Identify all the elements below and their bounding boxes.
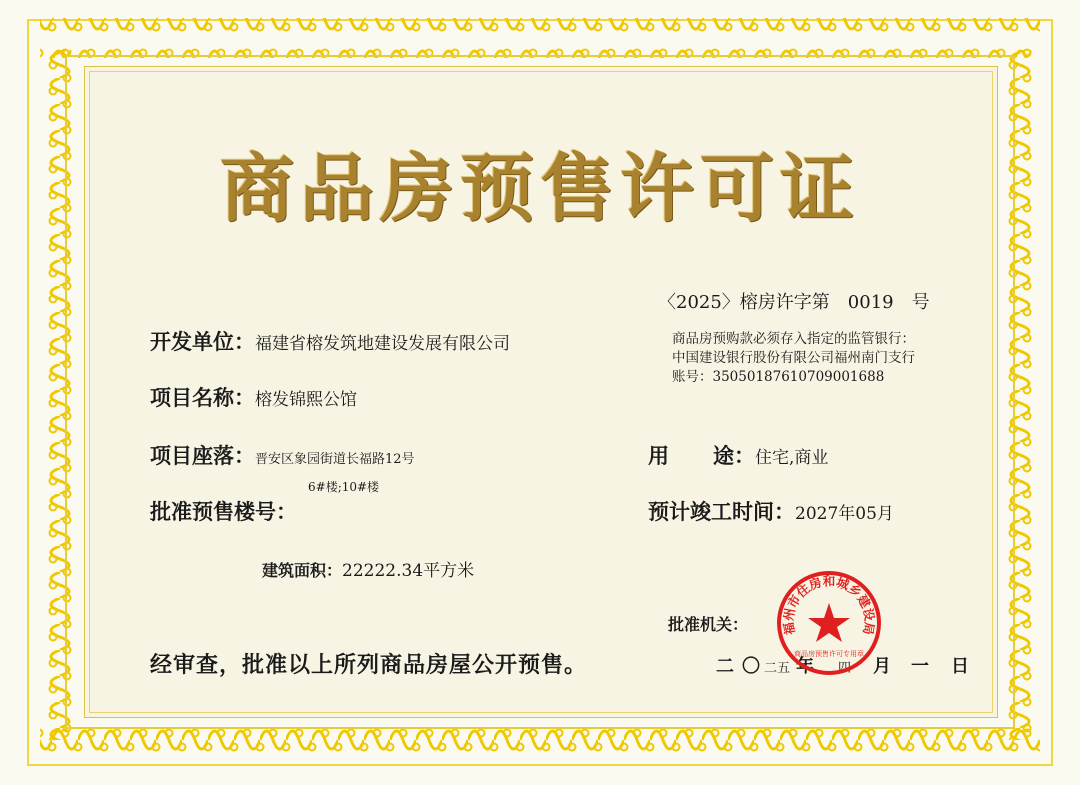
- bank-account: 账号：35050187610709001688: [672, 369, 885, 385]
- completion-label: 预计竣工时间：: [648, 500, 795, 524]
- bank-notice-line2: 中国建设银行股份有限公司福州南门支行: [672, 350, 915, 366]
- area-label: 建筑面积：: [262, 561, 343, 580]
- authority-label: 批准机关：: [668, 615, 749, 634]
- buildings-label: 批准预售楼号：: [150, 500, 297, 524]
- developer-value: 福建省榕发筑地建设发展有限公司: [255, 334, 510, 354]
- date-year-char: 年: [796, 656, 815, 677]
- location-label: 项目座落：: [150, 444, 255, 468]
- area-row: [262, 556, 474, 581]
- date-year-small: 二五: [764, 661, 791, 676]
- completion-row: [648, 496, 894, 526]
- date-day-char: 日: [951, 656, 970, 677]
- date-day: 一: [911, 656, 930, 677]
- bank-notice: [672, 330, 915, 387]
- approval-statement: 经审查，批准以上所列商品房屋公开预售。: [150, 653, 588, 678]
- use-label-2: 途：: [713, 444, 755, 468]
- date-month-char: 月: [873, 656, 892, 677]
- project-name-label: 项目名称：: [150, 386, 255, 410]
- use-label-1: 用: [648, 444, 669, 468]
- stamp-bottom-text: 商品房预售许可专用章: [794, 650, 864, 658]
- official-stamp: [774, 568, 884, 678]
- developer-label: 开发单位：: [150, 330, 255, 354]
- date-part2: 〇: [742, 656, 760, 677]
- buildings-value: 6#楼;10#楼: [308, 480, 380, 494]
- project-name-row: [150, 382, 357, 412]
- use-row: [648, 440, 828, 470]
- completion-value: 2027年05月: [795, 504, 894, 524]
- date-part1: 二: [716, 656, 734, 677]
- location-row: [150, 440, 415, 470]
- permit-number: 〈2025〉榕房许字第 0019 号: [658, 292, 930, 313]
- bank-notice-line1: 商品房预购款必须存入指定的监管银行：: [672, 331, 915, 347]
- use-value: 住宅,商业: [755, 448, 829, 468]
- area-value: 22222.34平方米: [342, 561, 475, 581]
- stamp-arc-text: 福州市住房和城乡建设局: [780, 573, 878, 637]
- project-name-value: 榕发锦熙公馆: [255, 390, 357, 410]
- location-value: 晋安区象园街道长福路12号: [255, 452, 415, 467]
- developer-row: [150, 326, 510, 356]
- stamp-star-icon: [808, 603, 850, 642]
- date-month-small: 四: [838, 661, 852, 676]
- certificate-title: 商品房预售许可证: [220, 146, 860, 232]
